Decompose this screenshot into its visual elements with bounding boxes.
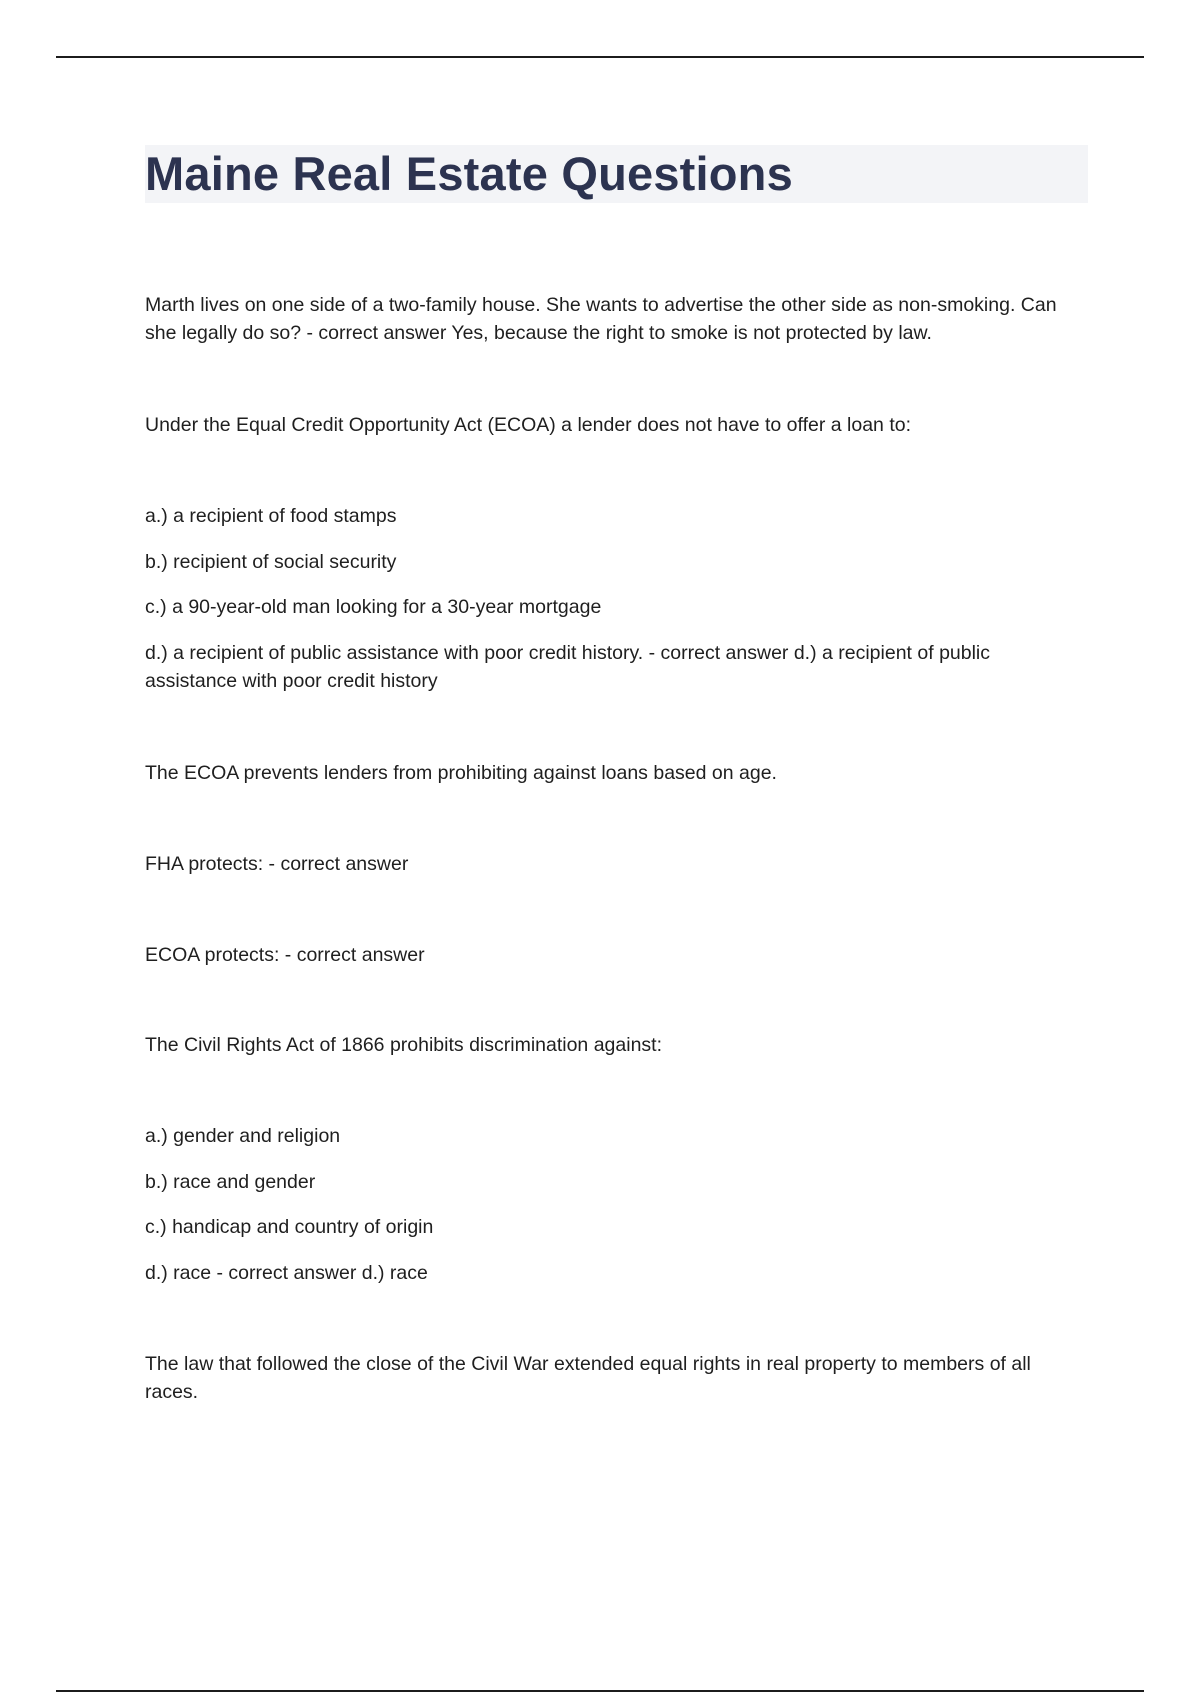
question-paragraph: The Civil Rights Act of 1866 prohibits discrimination against: — [145, 1034, 662, 1056]
answer-option: b.) recipient of social security — [145, 551, 397, 573]
question-paragraph: The law that followed the close of the Civil War extended equal rights in real property to members of all races. — [145, 1353, 1031, 1403]
bottom-rule — [56, 1690, 1144, 1692]
question-paragraph: Under the Equal Credit Opportunity Act (ECOA) a lender does not have to offer a loan to: — [145, 414, 911, 436]
answer-option: d.) a recipient of public assistance with poor credit history. - correct answer d.) a recipient of public assistance with poor credit history — [145, 642, 991, 692]
question-paragraph: ECOA protects: - correct answer — [145, 944, 425, 966]
question-paragraph: The ECOA prevents lenders from prohibiting against loans based on age. — [145, 762, 777, 784]
answer-option: b.) race and gender — [145, 1171, 316, 1193]
answer-option: d.) race - correct answer d.) race — [145, 1262, 428, 1284]
question-paragraph: FHA protects: - correct answer — [145, 853, 409, 875]
answer-option: a.) gender and religion — [145, 1125, 341, 1147]
question-paragraph: Marth lives on one side of a two-family house. She wants to advertise the other side as non-smoking. Can she legally do so? - correct answer Yes, because the right to smoke is not protected by law. — [145, 294, 1057, 344]
answer-option: c.) a 90-year-old man looking for a 30-year mortgage — [145, 596, 602, 618]
page-title: Maine Real Estate Questions — [145, 147, 793, 200]
answer-option: c.) handicap and country of origin — [145, 1216, 434, 1238]
answer-option: a.) a recipient of food stamps — [145, 505, 397, 527]
top-rule — [56, 56, 1144, 58]
